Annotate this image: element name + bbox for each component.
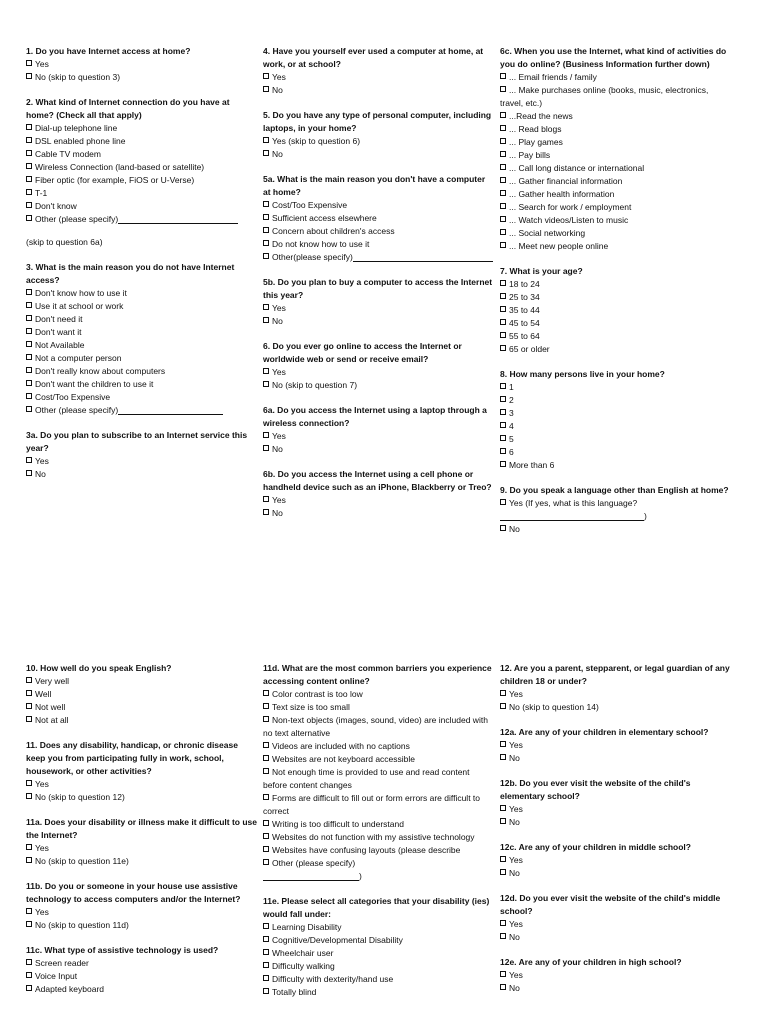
checkbox-icon[interactable]: [26, 844, 32, 850]
checkbox-icon[interactable]: [263, 703, 269, 709]
checkbox-icon[interactable]: [26, 302, 32, 308]
checkbox-icon[interactable]: [26, 150, 32, 156]
question-title: 11e. Please select all categories that your disability (ies) would fall under:: [263, 896, 490, 919]
option[interactable]: Websites are not keyboard accessible: [263, 753, 495, 766]
option-other[interactable]: Other(please specify): [263, 251, 495, 264]
checkbox-icon[interactable]: [500, 190, 506, 196]
option[interactable]: ... Email friends / family: [500, 71, 732, 84]
question-12e: [500, 956, 732, 995]
option[interactable]: T-1: [26, 187, 258, 200]
option[interactable]: 4: [500, 420, 732, 433]
option[interactable]: No: [500, 867, 732, 880]
checkbox-icon[interactable]: [26, 793, 32, 799]
option[interactable]: Difficulty with dexterity/hand use: [263, 973, 495, 986]
option[interactable]: Yes: [263, 366, 495, 379]
checkbox-icon[interactable]: [26, 457, 32, 463]
option[interactable]: Don't need it: [26, 313, 258, 326]
checkbox-icon[interactable]: [26, 289, 32, 295]
checkbox-icon[interactable]: [500, 396, 506, 402]
checkbox-icon[interactable]: [26, 406, 32, 412]
question-title: 3. What is the main reason you do not have Internet access?: [26, 262, 235, 285]
option[interactable]: Concern about children's access: [263, 225, 495, 238]
checkbox-icon[interactable]: [500, 409, 506, 415]
question-11d: [263, 662, 495, 883]
option[interactable]: Dial-up telephone line: [26, 122, 258, 135]
checkbox-icon[interactable]: [26, 215, 32, 221]
checkbox-icon[interactable]: [500, 435, 506, 441]
option[interactable]: Forms are difficult to fill out or form errors are difficult to correct: [263, 793, 481, 816]
option[interactable]: 65 or older: [500, 343, 732, 356]
question-title: 1. Do you have Internet access at home?: [26, 46, 191, 56]
option[interactable]: No: [263, 315, 495, 328]
question-title: 6a. Do you access the Internet using a laptop through a wireless connection?: [263, 405, 487, 428]
option[interactable]: Yes (If yes, what is this language?: [500, 497, 732, 510]
checkbox-icon[interactable]: [500, 741, 506, 747]
checkbox-icon[interactable]: [263, 137, 269, 143]
option[interactable]: Wheelchair user: [263, 947, 495, 960]
column-2-bottom: [263, 662, 495, 1011]
option[interactable]: No: [500, 982, 732, 995]
checkbox-icon[interactable]: [26, 137, 32, 143]
checkbox-icon[interactable]: [500, 703, 506, 709]
specify-line[interactable]: [118, 214, 238, 224]
question-title: 12. Are you a parent, stepparent, or legal guardian of any children 18 or under?: [500, 663, 730, 686]
checkbox-icon[interactable]: [263, 820, 269, 826]
option[interactable]: Not a computer person: [26, 352, 258, 365]
option[interactable]: Do not know how to use it: [263, 238, 495, 251]
option[interactable]: Yes: [500, 688, 732, 701]
question-10: [26, 662, 258, 727]
question-6b: [263, 468, 495, 520]
checkbox-icon[interactable]: [26, 176, 32, 182]
question-5b: [263, 276, 495, 328]
checkbox-icon[interactable]: [263, 214, 269, 220]
option[interactable]: Very well: [26, 675, 258, 688]
question-title: 10. How well do you speak English?: [26, 663, 172, 673]
checkbox-icon[interactable]: [500, 177, 506, 183]
option[interactable]: ... Play games: [500, 136, 732, 149]
option[interactable]: Yes: [263, 302, 495, 315]
checkbox-icon[interactable]: [26, 315, 32, 321]
option[interactable]: DSL enabled phone line: [26, 135, 258, 148]
checkbox-icon[interactable]: [26, 73, 32, 79]
checkbox-icon[interactable]: [263, 755, 269, 761]
option[interactable]: Don't want it: [26, 326, 258, 339]
option[interactable]: No: [500, 523, 732, 536]
option[interactable]: 35 to 44: [500, 304, 732, 317]
option[interactable]: No: [500, 931, 732, 944]
question-title: 6b. Do you access the Internet using a cell phone or handheld device such as an iPhone, Blackberry or Treo?: [263, 469, 492, 492]
checkbox-icon[interactable]: [26, 354, 32, 360]
checkbox-icon[interactable]: [26, 677, 32, 683]
option[interactable]: 25 to 34: [500, 291, 732, 304]
option[interactable]: Sufficient access elsewhere: [263, 212, 495, 225]
option[interactable]: No: [263, 84, 495, 97]
question-11: [26, 739, 258, 804]
checkbox-icon[interactable]: [500, 280, 506, 286]
checkbox-icon[interactable]: [500, 499, 506, 505]
option[interactable]: Learning Disability: [263, 921, 495, 934]
checkbox-icon[interactable]: [263, 240, 269, 246]
checkbox-icon[interactable]: [500, 229, 506, 235]
question-title: 12a. Are any of your children in elementary school?: [500, 727, 709, 737]
checkbox-icon[interactable]: [263, 227, 269, 233]
question-12b: [500, 777, 732, 829]
option[interactable]: 45 to 54: [500, 317, 732, 330]
option[interactable]: No: [263, 443, 495, 456]
question-title: 6. Do you ever go online to access the Internet or worldwide web or send or receive email?: [263, 341, 462, 364]
checkbox-icon[interactable]: [263, 253, 269, 259]
question-3a: [26, 429, 258, 481]
option[interactable]: More than 6: [500, 459, 732, 472]
checkbox-icon[interactable]: [26, 60, 32, 66]
option[interactable]: Not Available: [26, 339, 258, 352]
question-title: 11a. Does your disability or illness make it difficult to use the Internet?: [26, 817, 257, 840]
option[interactable]: Cost/Too Expensive: [26, 391, 258, 404]
checkbox-icon[interactable]: [263, 445, 269, 451]
checkbox-icon[interactable]: [263, 690, 269, 696]
question-title: 11d. What are the most common barriers you experience accessing content online?: [263, 663, 492, 686]
checkbox-icon[interactable]: [500, 869, 506, 875]
option[interactable]: 2: [500, 394, 732, 407]
checkbox-icon[interactable]: [263, 150, 269, 156]
checkbox-icon[interactable]: [500, 933, 506, 939]
question-title: 11b. Do you or someone in your house use assistive technology to access computers and/or the Internet?: [26, 881, 241, 904]
checkbox-icon[interactable]: [500, 164, 506, 170]
option[interactable]: Writing is too difficult to understand: [263, 818, 495, 831]
option[interactable]: ... Pay bills: [500, 149, 732, 162]
checkbox-icon[interactable]: [500, 242, 506, 248]
option[interactable]: Yes: [500, 969, 732, 982]
option[interactable]: Cost/Too Expensive: [263, 199, 495, 212]
option[interactable]: No (skip to question 14): [500, 701, 732, 714]
option[interactable]: No (skip to question 11e): [26, 855, 258, 868]
option[interactable]: ... Meet new people online: [500, 240, 732, 253]
checkbox-icon[interactable]: [26, 341, 32, 347]
option[interactable]: 1: [500, 381, 732, 394]
option[interactable]: Not well: [26, 701, 258, 714]
option[interactable]: 3: [500, 407, 732, 420]
question-title: 12c. Are any of your children in middle school?: [500, 842, 691, 852]
specify-line[interactable]: [263, 871, 359, 881]
checkbox-icon[interactable]: [263, 768, 269, 774]
checkbox-icon[interactable]: [500, 203, 506, 209]
question-title: 12d. Do you ever visit the website of the child's middle school?: [500, 893, 721, 916]
option[interactable]: Totally blind: [263, 986, 495, 999]
checkbox-icon[interactable]: [263, 716, 269, 722]
checkbox-icon[interactable]: [500, 345, 506, 351]
checkbox-icon[interactable]: [500, 525, 506, 531]
option[interactable]: Don't really know about computers: [26, 365, 258, 378]
question-title: 5a. What is the main reason you don't have a computer at home?: [263, 174, 486, 197]
option[interactable]: Non-text objects (images, sound, video) are included with no text alternative: [263, 715, 488, 738]
option[interactable]: Yes: [263, 71, 495, 84]
checkbox-icon[interactable]: [500, 151, 506, 157]
checkbox-icon[interactable]: [263, 742, 269, 748]
option[interactable]: Yes (skip to question 6): [263, 135, 495, 148]
checkbox-icon[interactable]: [263, 962, 269, 968]
question-12d: [500, 892, 732, 944]
checkbox-icon[interactable]: [263, 988, 269, 994]
option[interactable]: Videos are included with no captions: [263, 740, 495, 753]
option[interactable]: No: [500, 752, 732, 765]
question-12c: [500, 841, 732, 880]
checkbox-icon[interactable]: [263, 368, 269, 374]
checkbox-icon[interactable]: [26, 908, 32, 914]
question-title: 5. Do you have any type of personal computer, including laptops, in your home?: [263, 110, 492, 133]
question-11c: [26, 944, 258, 996]
checkbox-icon[interactable]: [263, 975, 269, 981]
option[interactable]: No: [500, 816, 732, 829]
option[interactable]: 18 to 24: [500, 278, 732, 291]
question-title: 7. What is your age?: [500, 266, 583, 276]
option-other[interactable]: Other (please specify): [26, 213, 258, 226]
question-12a: [500, 726, 732, 765]
checkbox-icon[interactable]: [26, 716, 32, 722]
option[interactable]: No: [26, 468, 258, 481]
option[interactable]: ... Call long distance or international: [500, 162, 732, 175]
question-7: [500, 265, 732, 356]
question-12: [500, 662, 732, 714]
question-5: [263, 109, 495, 161]
question-11e: [263, 895, 495, 999]
column-3-top: [500, 45, 732, 548]
option[interactable]: Yes: [26, 455, 258, 468]
option[interactable]: Yes: [500, 739, 732, 752]
checkbox-icon[interactable]: [26, 690, 32, 696]
option[interactable]: No: [263, 507, 495, 520]
option[interactable]: Not at all: [26, 714, 258, 727]
checkbox-icon[interactable]: [500, 306, 506, 312]
question-title: 11c. What type of assistive technology is used?: [26, 945, 219, 955]
checkbox-icon[interactable]: [500, 856, 506, 862]
option[interactable]: Difficulty walking: [263, 960, 495, 973]
option-other[interactable]: Other (please specify): [26, 404, 258, 417]
skip-note: (skip to question 6a): [26, 237, 103, 247]
option[interactable]: 6: [500, 446, 732, 459]
option[interactable]: Voice Input: [26, 970, 258, 983]
checkbox-icon[interactable]: [500, 818, 506, 824]
checkbox-icon[interactable]: [500, 422, 506, 428]
question-title: 12b. Do you ever visit the website of the child's elementary school?: [500, 778, 691, 801]
question-6a: [263, 404, 495, 456]
checkbox-icon[interactable]: [263, 496, 269, 502]
specify-line[interactable]: [118, 405, 223, 415]
checkbox-icon[interactable]: [500, 690, 506, 696]
checkbox-icon[interactable]: [500, 216, 506, 222]
checkbox-icon[interactable]: [500, 319, 506, 325]
option[interactable]: ... Search for work / employment: [500, 201, 732, 214]
checkbox-icon[interactable]: [263, 833, 269, 839]
question-1: [26, 45, 258, 84]
option[interactable]: Yes: [26, 906, 258, 919]
option[interactable]: Don't want the children to use it: [26, 378, 258, 391]
option[interactable]: Yes: [26, 58, 258, 71]
option[interactable]: ... Read blogs: [500, 123, 732, 136]
option[interactable]: No (skip to question 11d): [26, 919, 258, 932]
option[interactable]: Websites have confusing layouts (please describe: [263, 844, 495, 857]
question-6: [263, 340, 495, 392]
option[interactable]: No (skip to question 12): [26, 791, 258, 804]
checkbox-icon[interactable]: [26, 124, 32, 130]
question-6c: [500, 45, 732, 253]
checkbox-icon[interactable]: [500, 448, 506, 454]
checkbox-icon[interactable]: [26, 972, 32, 978]
checkbox-icon[interactable]: [500, 73, 506, 79]
option[interactable]: ... Gather financial information: [500, 175, 732, 188]
checkbox-icon[interactable]: [500, 112, 506, 118]
question-8: [500, 368, 732, 472]
specify-line[interactable]: [353, 252, 493, 262]
option[interactable]: Yes: [500, 918, 732, 931]
option[interactable]: Well: [26, 688, 258, 701]
option[interactable]: Wireless Connection (land-based or satellite): [26, 161, 258, 174]
option[interactable]: Yes: [500, 854, 732, 867]
checkbox-icon[interactable]: [26, 985, 32, 991]
checkbox-icon[interactable]: [263, 859, 269, 865]
option[interactable]: No: [263, 148, 495, 161]
checkbox-icon[interactable]: [26, 959, 32, 965]
question-title: 12e. Are any of your children in high school?: [500, 957, 682, 967]
specify-line[interactable]: [500, 511, 644, 521]
option[interactable]: Screen reader: [26, 957, 258, 970]
checkbox-icon[interactable]: [263, 509, 269, 515]
option[interactable]: Yes: [500, 803, 732, 816]
option-other[interactable]: Other (please specify): [263, 857, 495, 870]
checkbox-icon[interactable]: [500, 383, 506, 389]
option[interactable]: Yes: [26, 778, 258, 791]
checkbox-icon[interactable]: [263, 304, 269, 310]
question-2: [26, 96, 258, 249]
question-5a: [263, 173, 495, 264]
option[interactable]: Use it at school or work: [26, 300, 258, 313]
checkbox-icon[interactable]: [26, 202, 32, 208]
option[interactable]: Cable TV modem: [26, 148, 258, 161]
question-3: [26, 261, 258, 417]
checkbox-icon[interactable]: [26, 857, 32, 863]
option[interactable]: 5: [500, 433, 732, 446]
option[interactable]: 55 to 64: [500, 330, 732, 343]
option[interactable]: ... Gather health information: [500, 188, 732, 201]
checkbox-icon[interactable]: [500, 332, 506, 338]
checkbox-icon[interactable]: [26, 367, 32, 373]
question-4: [263, 45, 495, 97]
checkbox-icon[interactable]: [26, 921, 32, 927]
checkbox-icon[interactable]: [500, 920, 506, 926]
option[interactable]: Don't know how to use it: [26, 287, 258, 300]
checkbox-icon[interactable]: [263, 794, 269, 800]
option[interactable]: ...Read the news: [500, 110, 732, 123]
checkbox-icon[interactable]: [263, 846, 269, 852]
checkbox-icon[interactable]: [263, 86, 269, 92]
option[interactable]: Not enough time is provided to use and read content before content changes: [263, 767, 470, 790]
checkbox-icon[interactable]: [500, 971, 506, 977]
question-title: 2. What kind of Internet connection do you have at home? (Check all that apply): [26, 97, 230, 120]
checkbox-icon[interactable]: [500, 461, 506, 467]
checkbox-icon[interactable]: [263, 923, 269, 929]
question-11a: [26, 816, 258, 868]
checkbox-icon[interactable]: [500, 86, 506, 92]
option[interactable]: Text size is too small: [263, 701, 495, 714]
option[interactable]: Yes: [263, 430, 495, 443]
checkbox-icon[interactable]: [500, 984, 506, 990]
checkbox-icon[interactable]: [263, 73, 269, 79]
option[interactable]: Yes: [263, 494, 495, 507]
question-11b: [26, 880, 258, 932]
checkbox-icon[interactable]: [263, 381, 269, 387]
option[interactable]: ... Social networking: [500, 227, 732, 240]
checkbox-icon[interactable]: [26, 393, 32, 399]
option[interactable]: ... Watch videos/Listen to music: [500, 214, 732, 227]
checkbox-icon[interactable]: [263, 201, 269, 207]
checkbox-icon[interactable]: [26, 380, 32, 386]
language-line[interactable]: ): [500, 510, 732, 523]
option[interactable]: Cognitive/Developmental Disability: [263, 934, 495, 947]
option[interactable]: Color contrast is too low: [263, 688, 495, 701]
option[interactable]: ... Make purchases online (books, music, electronics, travel, etc.): [500, 85, 709, 108]
checkbox-icon[interactable]: [500, 754, 506, 760]
specify-line-row[interactable]: ): [263, 870, 495, 883]
checkbox-icon[interactable]: [263, 317, 269, 323]
checkbox-icon[interactable]: [26, 328, 32, 334]
option[interactable]: Websites do not function with my assistive technology: [263, 831, 495, 844]
checkbox-icon[interactable]: [263, 936, 269, 942]
option[interactable]: No (skip to question 7): [263, 379, 495, 392]
checkbox-icon[interactable]: [26, 163, 32, 169]
question-title: 6c. When you use the Internet, what kind of activities do you do online? (Business Information further down): [500, 46, 727, 69]
column-1-bottom: [26, 662, 258, 1008]
checkbox-icon[interactable]: [500, 138, 506, 144]
question-title: 3a. Do you plan to subscribe to an Internet service this year?: [26, 430, 248, 453]
column-3-bottom: [500, 662, 732, 1007]
checkbox-icon[interactable]: [500, 293, 506, 299]
option[interactable]: Adapted keyboard: [26, 983, 258, 996]
checkbox-icon[interactable]: [26, 780, 32, 786]
column-2-top: [263, 45, 495, 532]
question-9: [500, 484, 732, 536]
checkbox-icon[interactable]: [26, 470, 32, 476]
question-title: 8. How many persons live in your home?: [500, 369, 665, 379]
checkbox-icon[interactable]: [26, 189, 32, 195]
question-title: 9. Do you speak a language other than English at home?: [500, 485, 729, 495]
option[interactable]: Yes: [26, 842, 258, 855]
checkbox-icon[interactable]: [263, 432, 269, 438]
checkbox-icon[interactable]: [26, 703, 32, 709]
question-title: 5b. Do you plan to buy a computer to access the Internet this year?: [263, 277, 493, 300]
question-title: 11. Does any disability, handicap, or chronic disease keep you from participating fully in work, school, housework, or other activities?: [26, 740, 238, 776]
question-title: 4. Have you yourself ever used a computer at home, at work, or at school?: [263, 46, 484, 69]
checkbox-icon[interactable]: [263, 949, 269, 955]
checkbox-icon[interactable]: [500, 805, 506, 811]
option[interactable]: No (skip to question 3): [26, 71, 258, 84]
checkbox-icon[interactable]: [500, 125, 506, 131]
column-1-top: [26, 45, 258, 493]
option[interactable]: Fiber optic (for example, FiOS or U-Verse): [26, 174, 258, 187]
option[interactable]: Don't know: [26, 200, 258, 213]
